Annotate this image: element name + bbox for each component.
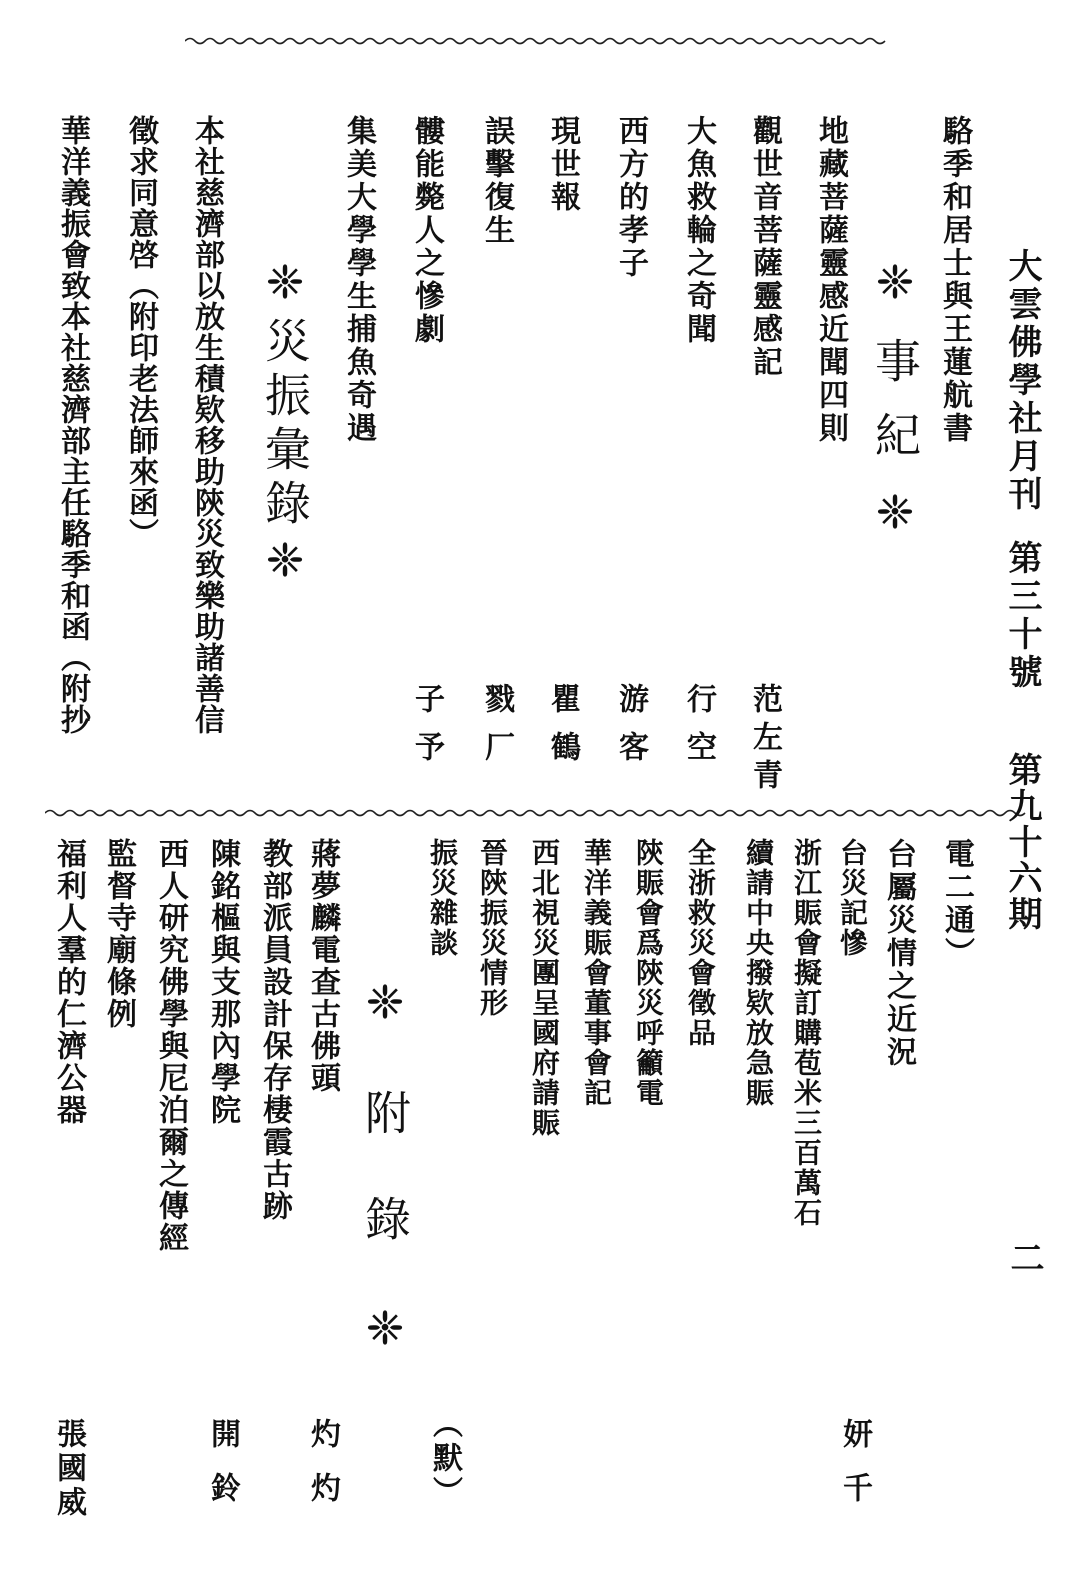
toc-item: 陳銘樞與支那內學院 [205,838,240,1126]
toc-author: 游客 [613,683,648,779]
toc-author: 行空 [681,683,716,779]
toc-item: 觀世音菩薩靈感記 [747,115,782,379]
toc-author: 灼灼 [305,1418,340,1526]
toc-item: 華洋義振會致本社慈濟部主任駱季和函（附抄 [55,115,90,735]
toc-item: 監督寺廟條例 [101,838,136,1030]
toc-item: 電二通） [939,838,974,970]
page-number: 二 [1004,1240,1044,1274]
toc-item: 華洋義賑會董事會記 [580,838,613,1108]
toc-author: 子予 [409,683,444,779]
toc-item: 大魚救輪之奇聞 [681,115,716,346]
toc-item: 誤擊復生 [479,115,514,247]
toc-author: 妍千 [837,1418,872,1526]
toc-author: 范左青 [747,683,782,797]
toc-item: 浙江賑會擬訂購苞米三百萬石 [790,838,823,1228]
toc-item: 地藏菩薩靈感近聞四則 [813,115,848,445]
toc-author: 張國威 [51,1418,86,1520]
toc-item: 福利人羣的仁濟公器 [51,838,86,1126]
toc-item: 台屬災情之近況 [881,838,916,1069]
toc-item: 蔣夢麟電查古佛頭 [305,838,340,1094]
top-wavy-rule [185,34,890,48]
toc-item: 續請中央撥欵放急賑 [742,838,775,1108]
toc-letter: 駱季和居士與王蓮航書 [937,115,972,445]
toc-item: 台災記慘 [836,838,869,958]
section-heading-shiji: ❈事紀❈ [868,255,922,567]
period-number: 第九十六期 [1002,752,1042,932]
middle-wavy-rule [45,806,1040,820]
toc-item: 陝賑會爲陝災呼籲電 [632,838,665,1108]
toc-item: 髏能斃人之慘劇 [409,115,444,346]
toc-item: 教部派員設計保存棲霞古跡 [257,838,292,1222]
toc-author: 戮厂 [479,683,514,779]
toc-item: 晉陝振災情形 [476,838,509,1018]
toc-item: 現世報 [545,115,580,214]
toc-author: （默） [427,1408,462,1510]
toc-item: 西人研究佛學與尼泊爾之傳經 [153,838,188,1254]
toc-item: 西方的孝子 [613,115,648,280]
toc-item: 徵求同意啓（附印老法師來函） [123,115,158,549]
issue-number: 第三十號 [1002,540,1042,692]
toc-item: 振災雜談 [426,838,459,958]
section-heading-zaizhen: ❈災振彙錄❈ [258,255,312,595]
toc-item: 本社慈濟部以放生積欵移助陝災致樂助諸善信 [189,115,224,735]
toc-item: 集美大學學生捕魚奇遇 [341,115,376,445]
toc-author: 開鈴 [205,1418,240,1526]
journal-title: 大雲佛學社月刊 [1002,248,1042,514]
toc-item: 西北視災團呈國府請賑 [528,838,561,1138]
section-heading-fulu: ❈附錄❈ [358,975,412,1415]
toc-author: 瞿鶴 [545,683,580,779]
toc-item: 全浙救災會徵品 [684,838,717,1048]
